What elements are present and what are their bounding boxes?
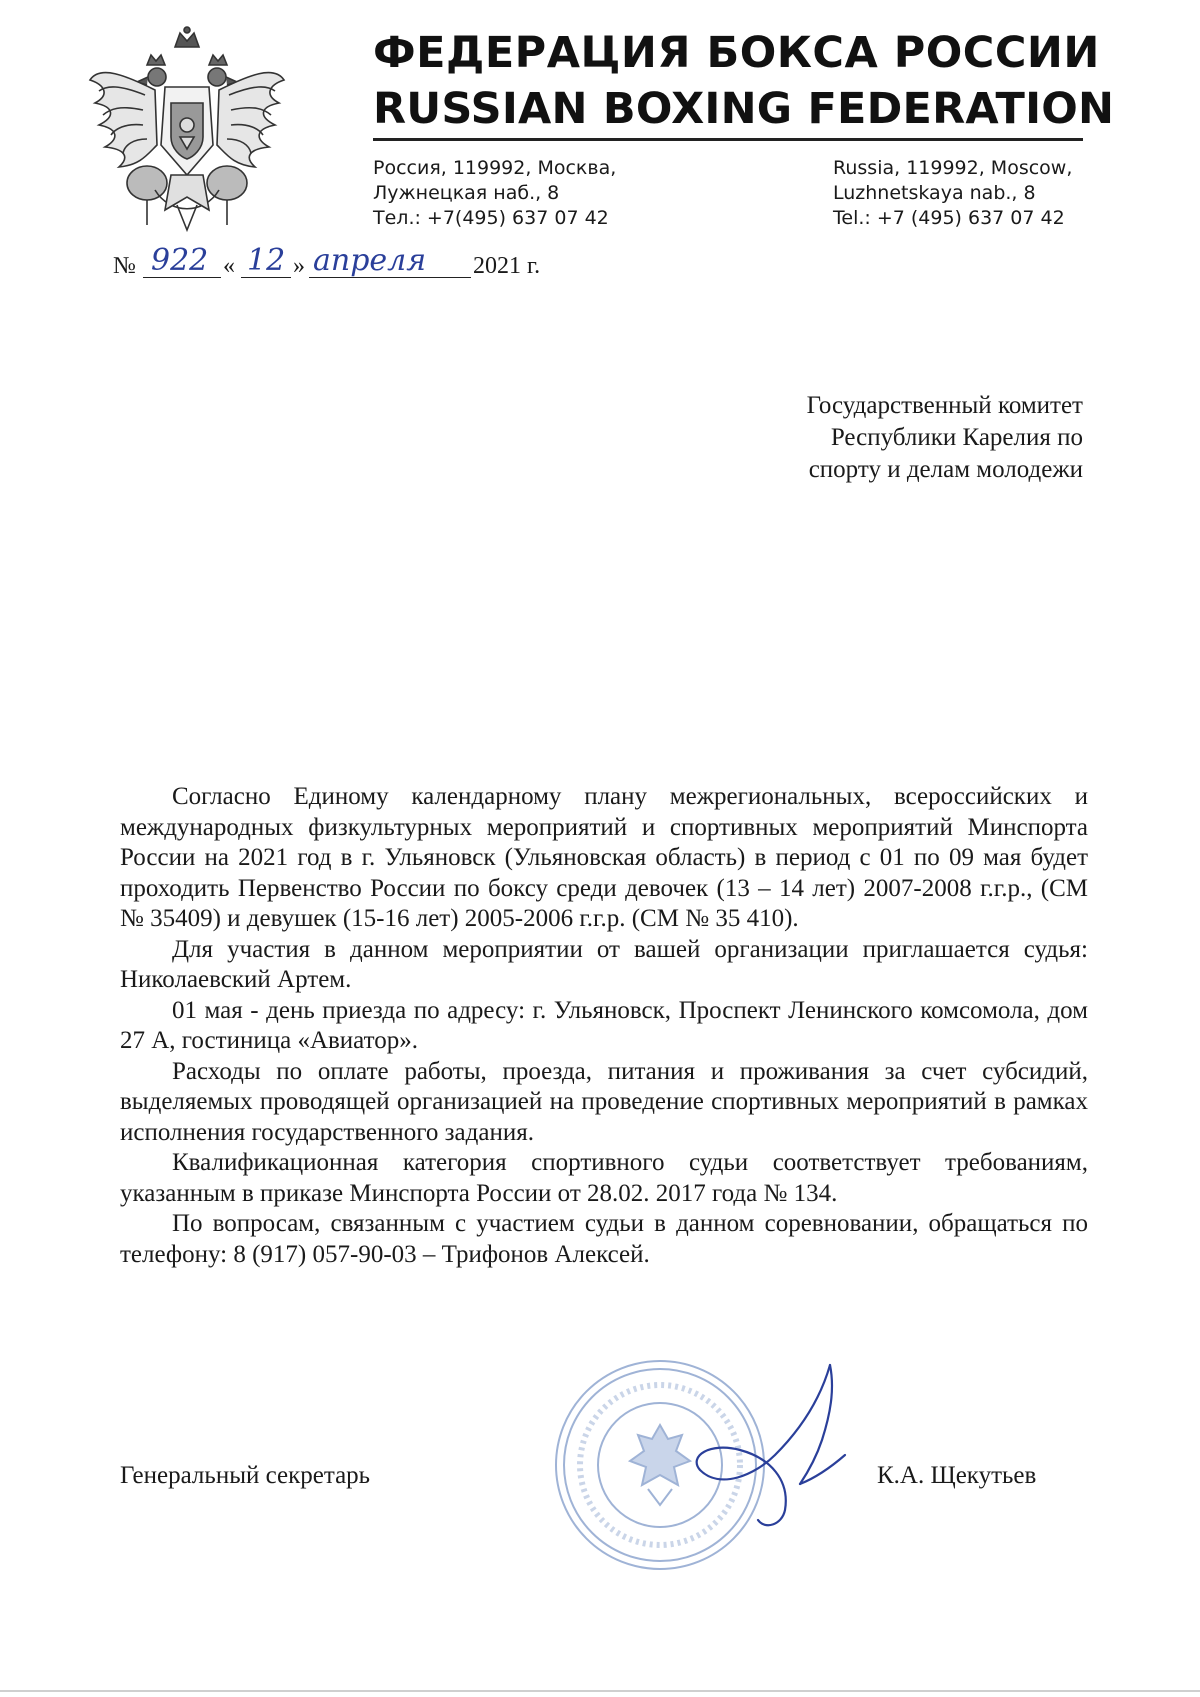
body-paragraph: Для участия в данном мероприятии от вашей организации приглашается судья: Николаевский Артем. (120, 935, 1088, 993)
signatory-name: К.А. Щекутьев (877, 1462, 1037, 1489)
year-suffix: 2021 г. (473, 253, 541, 279)
addressee-line: Республики Карелия по (830, 424, 1083, 451)
body-paragraph: Расходы по оплате работы, проезда, питания и проживания за счет субсидий, выделяемых проводящей организацией на проведение спортивных мероприятий в рамках исполнения государственного задания. (120, 1057, 1088, 1146)
double-headed-eagle-emblem-icon (85, 25, 290, 240)
addressee-line: спорту и делам молодежи (808, 456, 1083, 483)
addressee-block (683, 390, 1083, 486)
address-ru (373, 156, 616, 231)
address-en-line: Tel.: +7 (495) 637 07 42 (833, 207, 1065, 229)
handwritten-signature-icon (680, 1360, 870, 1535)
handwritten-day: 12 (247, 243, 286, 278)
page-bottom-edge (0, 1690, 1200, 1692)
letter-body (120, 782, 1088, 1270)
address-en-line: Luzhnetskaya nab., 8 (833, 182, 1036, 204)
addressee-line: Государственный комитет (806, 392, 1083, 419)
signatory-title: Генеральный секретарь (120, 1462, 371, 1489)
body-paragraph: Квалификационная категория спортивного судьи соответствует требованиям, указанным в приказе Минспорта России от 28.02. 2017 года № 134. (120, 1149, 1088, 1207)
number-sign: № (113, 253, 136, 279)
address-ru-line: Лужнецкая наб., 8 (373, 182, 560, 204)
address-ru-line: Россия, 119992, Москва, (373, 157, 617, 179)
federation-name-en: RUSSIAN BOXING FEDERATION (373, 84, 1115, 134)
close-quote: » (293, 253, 305, 279)
body-paragraph: По вопросам, связанным с участием судьи в данном соревновании, обращаться по телефону: 8 (917) 057-90-03 – Трифонов Алексей. (120, 1210, 1088, 1268)
address-en-line: Russia, 119992, Moscow, (833, 157, 1073, 179)
federation-name-ru: ФЕДЕРАЦИЯ БОКСА РОССИИ (373, 28, 1100, 78)
body-paragraph: Согласно Единому календарному плану межрегиональных, всероссийских и международных физкультурных мероприятий и спортивных мероприятий Минспорта России на 2021 год в г. Ульяновск (Ульяновская область) в период с 01 по 09 мая будет проходить Первенство России по боксу среди девочек (13 – 14 лет) 2007-2008 г.г.р., (СМ № 35409) и девушек (15-16 лет) 2005-2006 г.г.р. (СМ № 35 410). (120, 783, 1088, 932)
handwritten-month: апреля (313, 243, 427, 278)
registration-line (113, 243, 593, 287)
open-quote: « (223, 253, 235, 279)
address-ru-line: Тел.: +7(495) 637 07 42 (373, 207, 609, 229)
address-en (833, 156, 1072, 231)
header-divider (373, 138, 1083, 141)
handwritten-number: 922 (151, 243, 209, 278)
body-paragraph: 01 мая - день приезда по адресу: г. Ульяновск, Проспект Ленинского комсомола, дом 27 А, гостиница «Авиатор». (120, 996, 1088, 1054)
